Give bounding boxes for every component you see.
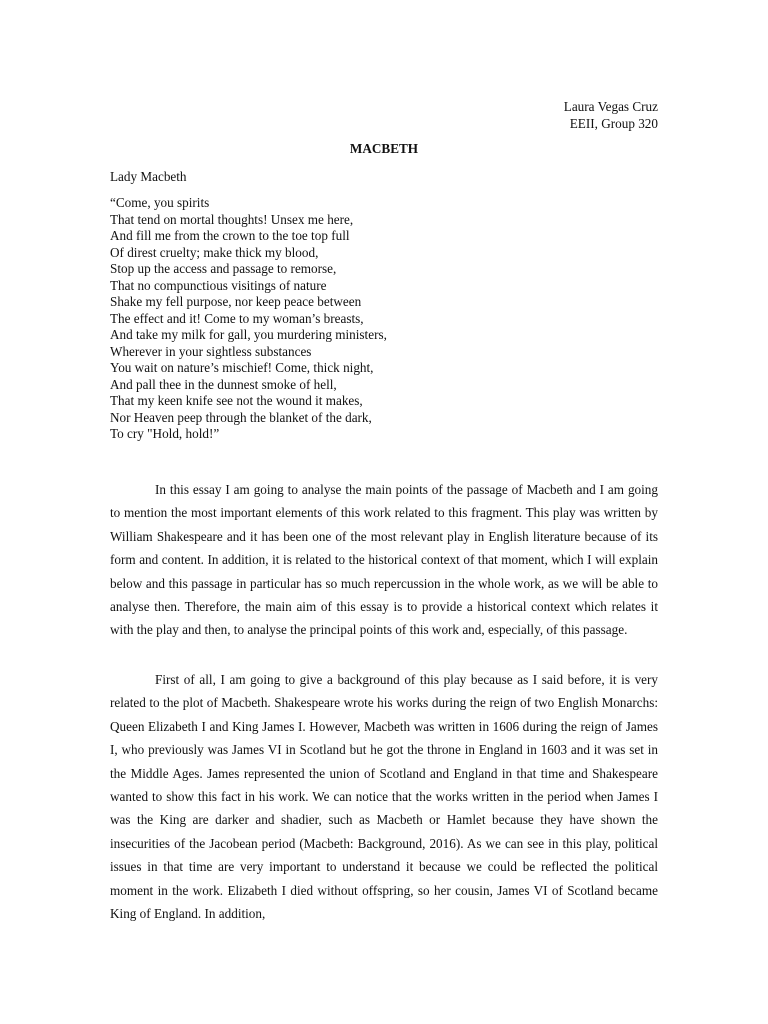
essay-paragraph-background: First of all, I am going to give a background of this play because as I said before, it is very related to the plot of Macbeth. Shakespeare wrote his works during the reign of two English Monarchs: Queen Elizabeth I and King James I. However, Macbeth was written in 1606 during the reign of James I, who previously was James VI in Scotland but he got the throne in England in 1603 and it was set in the Middle Ages. James represented the union of Scotland and England in that time and Shakespeare wanted to show this fact in his work. We can notice that the works written in the period when James I was the King are darker and shadier, such as Macbeth or Hamlet because they have shown the insecurities of the Jacobean period (Macbeth: Background, 2016). As we can see in this play, political issues in that time are very important to understand it because we could be reflected the political moment in the work. Elizabeth I died without offspring, so her cousin, James VI of Scotland became King of England. In addition,: [110, 672, 658, 922]
quote-line: You wait on nature’s mischief! Come, thick night,: [110, 360, 374, 375]
document-title: MACBETH: [349, 141, 419, 156]
author-name: Laura Vegas Cruz: [563, 99, 658, 114]
quote-line: Of direst cruelty; make thick my blood,: [110, 244, 319, 260]
quote-line: And pall thee in the dunnest smoke of hell,: [110, 376, 337, 392]
quote-line: Nor Heaven peep through the blanket of the dark,: [110, 409, 372, 425]
quote-line: That no compunctious visitings of nature: [110, 277, 327, 293]
essay-paragraph-intro: In this essay I am going to analyse the main points of the passage of Macbeth and I am going to mention the most important elements of this work related to this fragment. This play was written by William Shakespeare and it has been one of the most relevant play in English literature because of its form and content. In addition, it is related to the historical context of that moment, which I will explain below and this passage in particular has so much repercussion in the whole work, as we will be able to analyse then. Therefore, the main aim of this essay is to provide a historical context which relates it with the play and then, to analyse the principal points of this work and, especially, of this passage.: [110, 482, 658, 638]
quote-line: Wherever in your sightless substances: [110, 343, 312, 359]
character-name: Lady Macbeth: [110, 169, 187, 184]
quote-line: That tend on mortal thoughts! Unsex me here,: [110, 211, 354, 227]
quote-line: The effect and it! Come to my woman’s breasts,: [110, 310, 364, 326]
author-group: EEII, Group 320: [569, 116, 658, 131]
quote-line: And fill me from the crown to the toe top full: [110, 228, 350, 243]
quote-line: “Come, you spirits: [110, 195, 210, 210]
quote-line: Stop up the access and passage to remorse,: [110, 261, 337, 276]
quote-block: [110, 195, 387, 443]
author-block: [564, 98, 658, 132]
quote-line: Shake my fell purpose, nor keep peace between: [110, 294, 362, 309]
quote-line: And take my milk for gall, you murdering ministers,: [110, 327, 387, 342]
quote-line: That my keen knife see not the wound it makes,: [110, 393, 363, 408]
quote-line: To cry "Hold, hold!”: [110, 426, 220, 441]
